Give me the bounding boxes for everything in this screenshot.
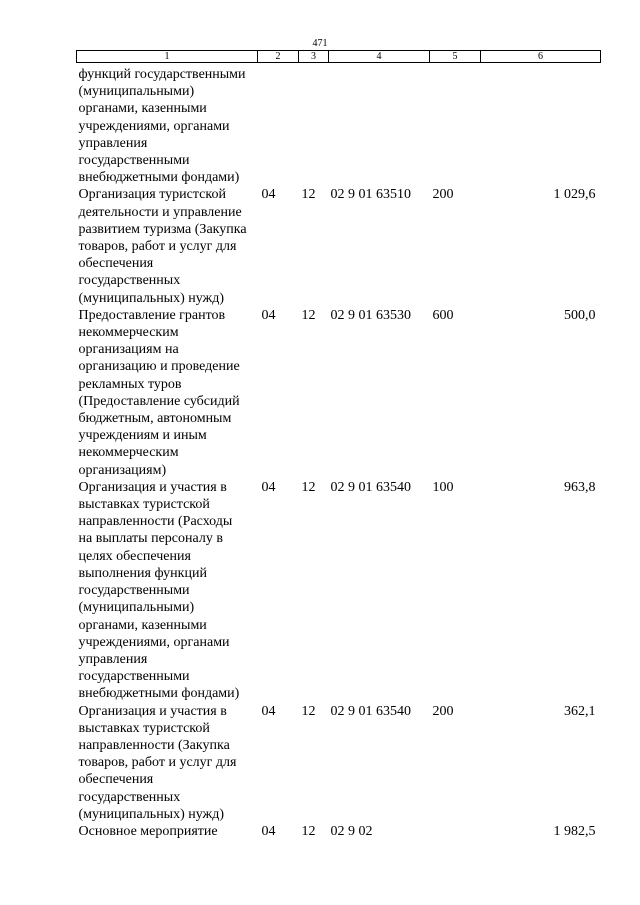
row-amount-cell: 963,8 — [564, 479, 596, 495]
row-name-cell: функций государственными (муниципальными) органами, казенными учреждениями, органами управления государственными внебюджетными фондами) — [78, 67, 246, 186]
row-subsection-cell: 12 — [301, 823, 316, 839]
row-expense-type-cell: 600 — [432, 307, 454, 323]
row-amount-cell: 362,1 — [564, 703, 596, 719]
table-body — [77, 63, 601, 841]
column-header-program: 4 — [329, 51, 430, 63]
table-header — [77, 51, 601, 63]
table-row — [77, 823, 601, 840]
column-header-subsection: 3 — [299, 51, 329, 63]
row-expense-type-cell: 100 — [432, 479, 454, 495]
row-name-cell: Организация и участия в выставках туристской направленности (Закупка товаров, работ и услуг для обеспечения государственных (муниципальных) нужд) — [78, 703, 237, 822]
row-name-cell: Предоставление грантов некоммерческим организациям на организацию и проведение рекламных туров (Предоставление субсидий бюджетным, автономным учреждениям и иным некоммерческим организациям) — [78, 307, 240, 478]
row-expense-type-cell: 200 — [432, 187, 454, 203]
row-program-cell: 02 9 02 — [330, 823, 373, 839]
column-header-expense-type: 5 — [430, 51, 481, 63]
table-row — [77, 186, 601, 306]
row-subsection-cell: 12 — [301, 307, 316, 323]
row-program-cell: 02 9 01 63510 — [330, 187, 411, 203]
column-header-name: 1 — [77, 51, 258, 63]
row-section-cell: 04 — [261, 479, 276, 495]
table-row — [77, 63, 601, 187]
row-subsection-cell: 12 — [301, 703, 316, 719]
row-section-cell: 04 — [261, 823, 276, 839]
row-name-cell: Организация туристской деятельности и управление развитием туризма (Закупка товаров, работ и услуг для обеспечения государственных (муниципальных) нужд) — [78, 187, 247, 306]
row-program-cell: 02 9 01 63540 — [330, 479, 411, 495]
row-amount-cell: 500,0 — [564, 307, 596, 323]
row-expense-type-cell — [430, 63, 481, 187]
budget-table — [76, 50, 601, 840]
row-amount-cell — [481, 63, 601, 187]
row-program-cell — [329, 63, 430, 187]
row-program-cell: 02 9 01 63540 — [330, 703, 411, 719]
table-row — [77, 307, 601, 479]
row-amount-cell: 1 029,6 — [553, 187, 596, 203]
column-number-row — [77, 51, 601, 63]
table-row — [77, 479, 601, 703]
row-section-cell — [258, 63, 299, 187]
row-section-cell: 04 — [261, 703, 276, 719]
row-expense-type-cell: 200 — [432, 703, 454, 719]
column-header-section: 2 — [258, 51, 299, 63]
row-amount-cell: 1 982,5 — [553, 823, 596, 839]
row-subsection-cell: 12 — [301, 479, 316, 495]
row-section-cell: 04 — [261, 187, 276, 203]
row-subsection-cell: 12 — [301, 187, 316, 203]
page-number: 471 — [312, 38, 328, 49]
table-row — [77, 703, 601, 823]
row-name-cell: Основное мероприятие — [78, 823, 218, 839]
row-expense-type-cell — [430, 823, 481, 840]
row-subsection-cell — [299, 63, 329, 187]
row-section-cell: 04 — [261, 307, 276, 323]
row-program-cell: 02 9 01 63530 — [330, 307, 411, 323]
row-name-cell: Организация и участия в выставках туристской направленности (Расходы на выплаты персоналу в целях обеспечения выполнения функций государственными (муниципальными) органами, казенными учреждениями, органами управления государственными внебюджетными фондами) — [78, 479, 240, 702]
column-header-amount: 6 — [481, 51, 601, 63]
